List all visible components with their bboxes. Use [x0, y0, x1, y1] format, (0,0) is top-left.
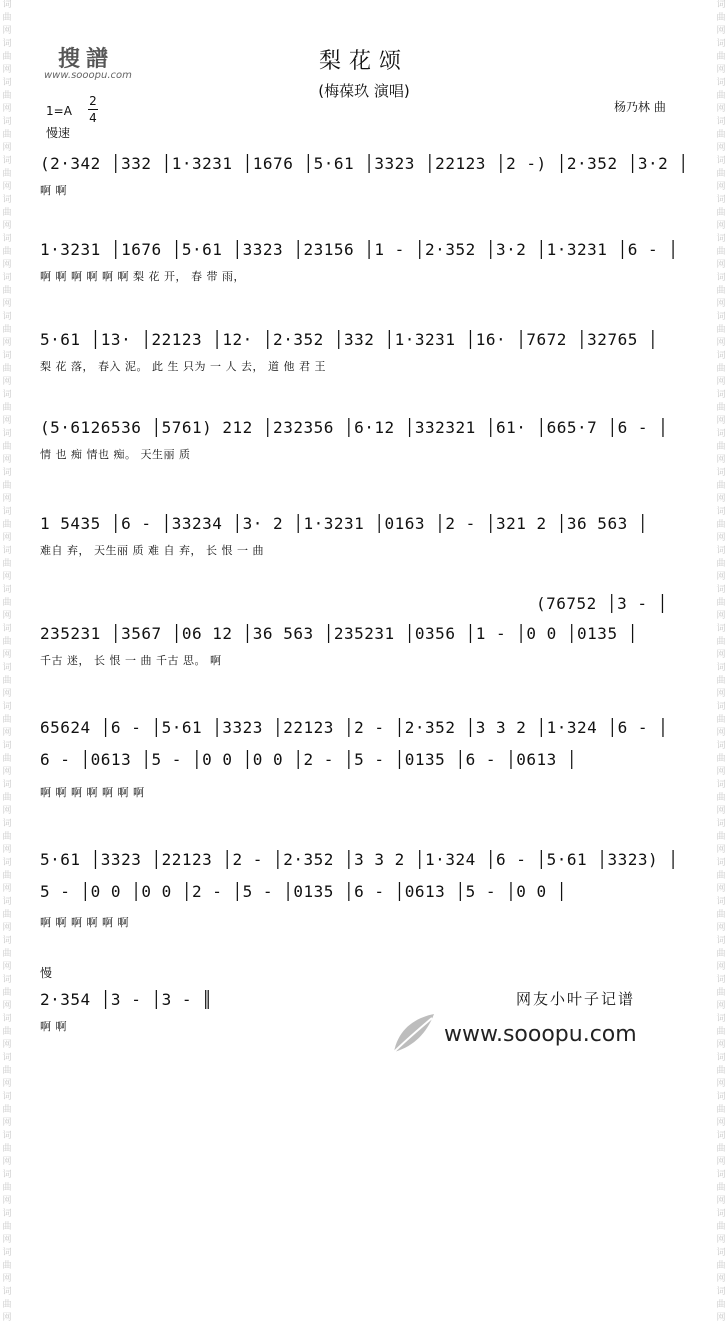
watermark-char: 网 — [716, 338, 726, 348]
watermark-char: 网 — [2, 416, 12, 426]
watermark-char: 曲 — [716, 871, 726, 881]
watermark-char: 词 — [716, 0, 726, 10]
watermark-char: 曲 — [716, 247, 726, 257]
watermark-char: 网 — [2, 260, 12, 270]
watermark-char: 网 — [716, 689, 726, 699]
watermark-char: 网 — [2, 1040, 12, 1050]
watermark-char: 曲 — [2, 988, 12, 998]
watermark-char: 曲 — [2, 598, 12, 608]
song-subtitle: (梅葆玖 演唱) — [318, 82, 410, 100]
transcriber-signature: 网友小叶子记谱 — [516, 990, 636, 1008]
watermark-char: 词 — [2, 975, 12, 985]
watermark-char: 词 — [716, 117, 726, 127]
watermark-char: 网 — [2, 728, 12, 738]
watermark-char: 词 — [2, 156, 12, 166]
watermark-char: 词 — [716, 585, 726, 595]
watermark-char: 网 — [716, 1196, 726, 1206]
watermark-char: 曲 — [2, 442, 12, 452]
watermark-char: 网 — [716, 728, 726, 738]
watermark-char: 词 — [716, 1170, 726, 1180]
watermark-char: 词 — [2, 0, 12, 10]
watermark-char: 词 — [716, 234, 726, 244]
watermark-char: 网 — [2, 338, 12, 348]
watermark-char: 词 — [716, 1014, 726, 1024]
watermark-char: 曲 — [2, 130, 12, 140]
notation-line: 2·354 │3 - │3 - ║ — [40, 990, 213, 1009]
watermark-char: 曲 — [716, 1027, 726, 1037]
watermark-char: 曲 — [2, 1066, 12, 1076]
watermark-char: 词 — [2, 468, 12, 478]
time-sig-bottom: 4 — [89, 111, 97, 125]
watermark-char: 曲 — [716, 208, 726, 218]
watermark-char: 词 — [716, 546, 726, 556]
watermark-char: 词 — [716, 1131, 726, 1141]
watermark-char: 词 — [2, 78, 12, 88]
watermark-char: 曲 — [2, 949, 12, 959]
watermark-char: 网 — [2, 455, 12, 465]
watermark-char: 网 — [716, 260, 726, 270]
watermark-char: 网 — [2, 611, 12, 621]
lyric-line: 千古 迷， 长 恨 一 曲 千古 思。 啊 — [40, 654, 222, 667]
tempo-marking-slow: 慢 — [40, 966, 53, 980]
watermark-char: 曲 — [2, 754, 12, 764]
watermark-char: 曲 — [716, 1183, 726, 1193]
watermark-char: 网 — [716, 845, 726, 855]
composer: 杨乃林 曲 — [614, 100, 666, 114]
watermark-char: 曲 — [2, 676, 12, 686]
watermark-char: 曲 — [2, 520, 12, 530]
watermark-char: 网 — [716, 143, 726, 153]
watermark-char: 词 — [2, 624, 12, 634]
logo-brand: 搜譜 — [58, 46, 115, 72]
watermark-char: 词 — [2, 663, 12, 673]
watermark-char: 网 — [2, 182, 12, 192]
watermark-char: 词 — [2, 780, 12, 790]
watermark-char: 词 — [2, 39, 12, 49]
notation-line: 5·61 │13· │22123 │12· │2·352 │332 │1·3231 │16· │7672 │32765 │ — [40, 330, 659, 349]
notation-line: 5·61 │3323 │22123 │2 - │2·352 │3 3 2 │1·324 │6 - │5·61 │3323) │ — [40, 850, 679, 869]
watermark-char: 词 — [2, 858, 12, 868]
watermark-char: 网 — [2, 1118, 12, 1128]
left-watermark — [0, 0, 14, 1323]
watermark-char: 词 — [716, 78, 726, 88]
watermark-char: 词 — [716, 1092, 726, 1102]
watermark-char: 曲 — [716, 1222, 726, 1232]
watermark-char: 网 — [716, 1157, 726, 1167]
watermark-char: 网 — [716, 455, 726, 465]
lyric-line: 情 也 痴 情也 痴。 天生丽 质 — [40, 448, 191, 461]
watermark-char: 曲 — [716, 1261, 726, 1271]
watermark-char: 网 — [2, 377, 12, 387]
footer-logo — [388, 1010, 688, 1060]
notation-line: (2·342 │332 │1·3231 │1676 │5·61 │3323 │22123 │2 -) │2·352 │3·2 │ — [40, 154, 689, 173]
watermark-char: 网 — [2, 1196, 12, 1206]
watermark-char: 网 — [716, 1313, 726, 1323]
watermark-char: 曲 — [2, 832, 12, 842]
watermark-char: 词 — [2, 390, 12, 400]
watermark-char: 曲 — [2, 403, 12, 413]
watermark-char: 网 — [2, 1313, 12, 1323]
watermark-char: 曲 — [716, 1300, 726, 1310]
lyric-line: 啊 啊 — [40, 184, 67, 197]
watermark-char: 曲 — [716, 91, 726, 101]
watermark-char: 曲 — [2, 559, 12, 569]
watermark-char: 词 — [2, 936, 12, 946]
watermark-char: 曲 — [716, 286, 726, 296]
watermark-char: 词 — [2, 1209, 12, 1219]
lyric-line: 啊 啊 啊 啊 啊 啊 — [40, 916, 129, 929]
watermark-char: 曲 — [716, 793, 726, 803]
watermark-char: 词 — [716, 741, 726, 751]
watermark-char: 网 — [2, 299, 12, 309]
watermark-char: 词 — [716, 936, 726, 946]
notation-line: 1 5435 │6 - │33234 │3· 2 │1·3231 │0163 │2 - │321 2 │36 563 │ — [40, 514, 648, 533]
watermark-char: 网 — [716, 611, 726, 621]
watermark-char: 网 — [716, 767, 726, 777]
time-signature — [88, 94, 98, 125]
logo-url: www.sooopu.com — [44, 70, 132, 81]
watermark-char: 曲 — [2, 1222, 12, 1232]
watermark-char: 网 — [716, 1235, 726, 1245]
watermark-char: 词 — [716, 858, 726, 868]
time-sig-top: 2 — [89, 94, 97, 108]
watermark-char: 词 — [2, 1053, 12, 1063]
watermark-char: 网 — [2, 962, 12, 972]
watermark-char: 曲 — [716, 442, 726, 452]
watermark-char: 网 — [2, 1157, 12, 1167]
watermark-char: 曲 — [2, 1300, 12, 1310]
watermark-char: 词 — [2, 195, 12, 205]
watermark-char: 网 — [716, 806, 726, 816]
watermark-char: 网 — [2, 1079, 12, 1089]
watermark-char: 曲 — [716, 598, 726, 608]
watermark-char: 曲 — [2, 1261, 12, 1271]
watermark-char: 词 — [716, 1209, 726, 1219]
watermark-char: 词 — [716, 1287, 726, 1297]
watermark-char: 网 — [716, 650, 726, 660]
watermark-char: 网 — [2, 845, 12, 855]
watermark-char: 词 — [2, 312, 12, 322]
watermark-char: 网 — [716, 923, 726, 933]
watermark-char: 曲 — [2, 1105, 12, 1115]
watermark-char: 曲 — [716, 52, 726, 62]
watermark-char: 网 — [716, 572, 726, 582]
watermark-char: 网 — [2, 143, 12, 153]
notation-line: 1·3231 │1676 │5·61 │3323 │23156 │1 - │2·352 │3·2 │1·3231 │6 - │ — [40, 240, 679, 259]
leaf-icon — [388, 1010, 438, 1058]
watermark-char: 词 — [716, 312, 726, 322]
lyric-line: 啊 啊 — [40, 1020, 67, 1033]
watermark-char: 曲 — [2, 208, 12, 218]
watermark-char: 曲 — [716, 169, 726, 179]
watermark-char: 曲 — [716, 130, 726, 140]
watermark-char: 网 — [2, 923, 12, 933]
watermark-char: 词 — [2, 1131, 12, 1141]
watermark-char: 曲 — [716, 1144, 726, 1154]
watermark-char: 曲 — [2, 637, 12, 647]
notation-line: 235231 │3567 │06 12 │36 563 │235231 │0356 │1 - │0 0 │0135 │ — [40, 624, 638, 643]
watermark-char: 曲 — [716, 754, 726, 764]
watermark-char: 曲 — [716, 910, 726, 920]
watermark-char: 词 — [2, 702, 12, 712]
watermark-char: 词 — [716, 390, 726, 400]
watermark-char: 词 — [716, 351, 726, 361]
watermark-char: 网 — [2, 221, 12, 231]
watermark-char: 词 — [716, 273, 726, 283]
watermark-char: 词 — [716, 780, 726, 790]
watermark-char: 曲 — [2, 52, 12, 62]
tempo-marking: 慢速 — [46, 126, 71, 140]
lyric-line: 难自 弃， 天生丽 质 难 自 弃， 长 恨 一 曲 — [40, 544, 264, 557]
watermark-char: 词 — [2, 585, 12, 595]
watermark-char: 曲 — [2, 793, 12, 803]
watermark-char: 网 — [2, 65, 12, 75]
notation-line: 65624 │6 - │5·61 │3323 │22123 │2 - │2·352 │3 3 2 │1·324 │6 - │ — [40, 718, 669, 737]
watermark-char: 曲 — [2, 1027, 12, 1037]
watermark-char: 曲 — [716, 988, 726, 998]
watermark-char: 网 — [716, 1274, 726, 1284]
watermark-char: 曲 — [2, 91, 12, 101]
watermark-char: 词 — [716, 663, 726, 673]
watermark-char: 词 — [716, 624, 726, 634]
watermark-char: 曲 — [2, 13, 12, 23]
lyric-line: 梨 花 落， 春入 泥。 此 生 只为 一 人 去， 道 他 君 王 — [40, 360, 326, 373]
watermark-char: 词 — [716, 156, 726, 166]
watermark-char: 曲 — [2, 910, 12, 920]
watermark-char: 曲 — [2, 1144, 12, 1154]
watermark-char: 网 — [2, 806, 12, 816]
watermark-char: 曲 — [716, 637, 726, 647]
watermark-char: 词 — [716, 819, 726, 829]
watermark-char: 曲 — [716, 832, 726, 842]
watermark-char: 网 — [716, 377, 726, 387]
watermark-char: 词 — [2, 819, 12, 829]
watermark-char: 曲 — [716, 13, 726, 23]
watermark-char: 词 — [2, 1170, 12, 1180]
watermark-char: 网 — [2, 767, 12, 777]
watermark-char: 网 — [2, 26, 12, 36]
watermark-char: 词 — [2, 507, 12, 517]
watermark-char: 网 — [716, 962, 726, 972]
watermark-char: 网 — [2, 689, 12, 699]
lower-voice-line: 6 - │0613 │5 - │0 0 │0 0 │2 - │5 - │0135 │6 - │0613 │ — [40, 750, 578, 769]
watermark-char: 网 — [2, 572, 12, 582]
watermark-char: 词 — [716, 975, 726, 985]
watermark-char: 网 — [2, 494, 12, 504]
watermark-char: 网 — [716, 182, 726, 192]
watermark-char: 曲 — [716, 559, 726, 569]
footer-url: www.sooopu.com — [444, 1022, 637, 1047]
watermark-char: 词 — [2, 1248, 12, 1258]
watermark-char: 词 — [2, 1092, 12, 1102]
watermark-char: 词 — [716, 468, 726, 478]
watermark-char: 曲 — [716, 481, 726, 491]
watermark-char: 网 — [716, 221, 726, 231]
watermark-char: 词 — [716, 702, 726, 712]
watermark-char: 网 — [716, 494, 726, 504]
key-signature: 1=A — [46, 104, 72, 118]
watermark-char: 网 — [716, 299, 726, 309]
watermark-char: 曲 — [2, 715, 12, 725]
watermark-char: 曲 — [2, 1183, 12, 1193]
watermark-char: 曲 — [2, 169, 12, 179]
watermark-char: 网 — [2, 1001, 12, 1011]
watermark-char: 网 — [716, 1001, 726, 1011]
watermark-char: 网 — [2, 650, 12, 660]
watermark-char: 曲 — [716, 949, 726, 959]
watermark-char: 网 — [2, 104, 12, 114]
watermark-char: 曲 — [716, 364, 726, 374]
watermark-char: 曲 — [2, 481, 12, 491]
lyric-line: 啊 啊 啊 啊 啊 啊 梨 花 开， 春 带 雨， — [40, 270, 245, 283]
watermark-char: 网 — [716, 1040, 726, 1050]
watermark-char: 曲 — [716, 715, 726, 725]
watermark-char: 词 — [716, 1248, 726, 1258]
watermark-char: 词 — [716, 1053, 726, 1063]
watermark-char: 曲 — [716, 676, 726, 686]
watermark-char: 词 — [2, 741, 12, 751]
watermark-char: 网 — [716, 416, 726, 426]
watermark-char: 词 — [2, 1014, 12, 1024]
watermark-char: 网 — [716, 26, 726, 36]
watermark-char: 词 — [716, 39, 726, 49]
notation-line: (5·6126536 │5761) 212 │232356 │6·12 │332321 │61· │665·7 │6 - │ — [40, 418, 669, 437]
watermark-char: 词 — [2, 351, 12, 361]
lyric-line: 啊 啊 啊 啊 啊 啊 啊 — [40, 786, 145, 799]
watermark-char: 词 — [2, 117, 12, 127]
watermark-char: 网 — [2, 1235, 12, 1245]
watermark-char: 曲 — [2, 325, 12, 335]
watermark-char: 曲 — [2, 871, 12, 881]
watermark-char: 曲 — [716, 325, 726, 335]
watermark-char: 网 — [2, 1274, 12, 1284]
watermark-char: 网 — [716, 533, 726, 543]
watermark-char: 网 — [2, 533, 12, 543]
watermark-char: 曲 — [716, 1066, 726, 1076]
watermark-char: 词 — [716, 507, 726, 517]
lower-voice-line: 5 - │0 0 │0 0 │2 - │5 - │0135 │6 - │0613 │5 - │0 0 │ — [40, 882, 567, 901]
watermark-char: 曲 — [2, 247, 12, 257]
watermark-char: 词 — [716, 195, 726, 205]
watermark-char: 网 — [716, 884, 726, 894]
watermark-char: 网 — [716, 1079, 726, 1089]
watermark-char: 词 — [2, 897, 12, 907]
watermark-char: 词 — [2, 429, 12, 439]
watermark-char: 曲 — [2, 286, 12, 296]
watermark-char: 网 — [716, 104, 726, 114]
watermark-char: 曲 — [716, 1105, 726, 1115]
watermark-char: 词 — [2, 1287, 12, 1297]
watermark-char: 曲 — [716, 520, 726, 530]
watermark-char: 网 — [716, 65, 726, 75]
watermark-char: 曲 — [716, 403, 726, 413]
upper-voice-line: (76752 │3 - │ — [536, 594, 668, 613]
right-watermark — [714, 0, 728, 1323]
watermark-char: 网 — [2, 884, 12, 894]
watermark-char: 词 — [2, 546, 12, 556]
watermark-char: 词 — [2, 273, 12, 283]
watermark-char: 词 — [2, 234, 12, 244]
watermark-char: 网 — [716, 1118, 726, 1128]
watermark-char: 词 — [716, 897, 726, 907]
watermark-char: 曲 — [2, 364, 12, 374]
song-title: 梨花颂 — [318, 49, 409, 74]
watermark-char: 词 — [716, 429, 726, 439]
